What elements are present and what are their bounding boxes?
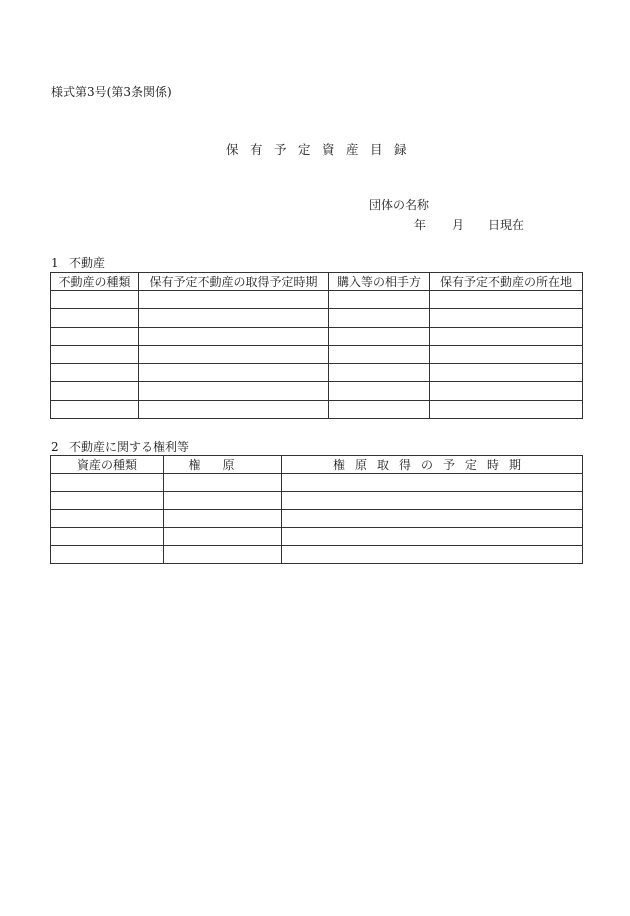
table-cell[interactable] xyxy=(430,309,583,327)
table-cell[interactable] xyxy=(164,546,282,564)
table-cell[interactable] xyxy=(329,364,430,382)
header-property-type: 不動産の種類 xyxy=(51,273,139,291)
table-header-row xyxy=(51,273,583,291)
table-cell[interactable] xyxy=(282,528,583,546)
table-cell[interactable] xyxy=(51,309,139,327)
table-cell[interactable] xyxy=(139,291,329,309)
table-cell[interactable] xyxy=(51,327,139,345)
table-cell[interactable] xyxy=(139,345,329,363)
section-2-number: 2 xyxy=(51,440,59,454)
table-cell[interactable] xyxy=(139,327,329,345)
table-cell[interactable] xyxy=(430,327,583,345)
table-cell[interactable] xyxy=(51,492,164,510)
table-cell[interactable] xyxy=(51,510,164,528)
table-cell[interactable] xyxy=(51,345,139,363)
table-row xyxy=(51,546,583,564)
table-row xyxy=(51,510,583,528)
table-row xyxy=(51,528,583,546)
table-cell[interactable] xyxy=(329,327,430,345)
real-estate-table xyxy=(50,272,583,419)
section-1-number: 1 xyxy=(51,256,59,270)
month-label: 月 xyxy=(452,218,465,232)
table-cell[interactable] xyxy=(430,345,583,363)
table-cell[interactable] xyxy=(164,528,282,546)
section-1-heading xyxy=(51,254,105,271)
table-cell[interactable] xyxy=(51,364,139,382)
table-cell[interactable] xyxy=(430,382,583,400)
table-cell[interactable] xyxy=(51,528,164,546)
table-cell[interactable] xyxy=(329,400,430,418)
table-cell[interactable] xyxy=(139,382,329,400)
table-cell[interactable] xyxy=(329,382,430,400)
property-rights-table-body xyxy=(51,474,583,564)
as-of-date-line xyxy=(414,216,524,233)
table-cell[interactable] xyxy=(139,400,329,418)
table-cell[interactable] xyxy=(282,474,583,492)
table-cell[interactable] xyxy=(430,291,583,309)
table-row xyxy=(51,474,583,492)
table-cell[interactable] xyxy=(164,474,282,492)
table-cell[interactable] xyxy=(51,400,139,418)
section-1-title: 不動産 xyxy=(69,256,106,270)
table-cell[interactable] xyxy=(329,291,430,309)
table-cell[interactable] xyxy=(139,309,329,327)
table-cell[interactable] xyxy=(282,546,583,564)
table-cell[interactable] xyxy=(51,546,164,564)
table-row xyxy=(51,345,583,363)
header-asset-type: 資産の種類 xyxy=(51,456,164,474)
table-row xyxy=(51,492,583,510)
table-row xyxy=(51,382,583,400)
table-header-row xyxy=(51,456,583,474)
table-cell[interactable] xyxy=(139,364,329,382)
table-cell[interactable] xyxy=(430,364,583,382)
table-cell[interactable] xyxy=(329,309,430,327)
header-right-acquisition-schedule: 権原取得の予定時期 xyxy=(282,456,583,474)
table-row xyxy=(51,327,583,345)
table-row xyxy=(51,400,583,418)
organization-name-label: 団体の名称 xyxy=(369,198,430,212)
real-estate-table-body xyxy=(51,291,583,419)
table-cell[interactable] xyxy=(282,492,583,510)
header-counterparty: 購入等の相手方 xyxy=(329,273,430,291)
form-number-label: 様式第3号(第3条関係) xyxy=(51,85,172,99)
header-acquisition-schedule: 保有予定不動産の取得予定時期 xyxy=(139,273,329,291)
header-title-right: 権原 xyxy=(164,456,282,474)
year-label: 年 xyxy=(414,218,427,232)
table-cell[interactable] xyxy=(329,345,430,363)
document-title: 保有予定資産目録 xyxy=(226,142,419,157)
property-rights-table xyxy=(50,455,583,564)
section-2-heading xyxy=(51,438,189,455)
section-2-title: 不動産に関する権利等 xyxy=(69,440,190,454)
table-row xyxy=(51,291,583,309)
header-location: 保有予定不動産の所在地 xyxy=(430,273,583,291)
table-cell[interactable] xyxy=(430,400,583,418)
table-cell[interactable] xyxy=(51,382,139,400)
day-label: 日現在 xyxy=(488,218,525,232)
table-cell[interactable] xyxy=(51,291,139,309)
table-cell[interactable] xyxy=(164,510,282,528)
table-cell[interactable] xyxy=(164,492,282,510)
table-cell[interactable] xyxy=(51,474,164,492)
table-row xyxy=(51,364,583,382)
table-row xyxy=(51,309,583,327)
table-cell[interactable] xyxy=(282,510,583,528)
